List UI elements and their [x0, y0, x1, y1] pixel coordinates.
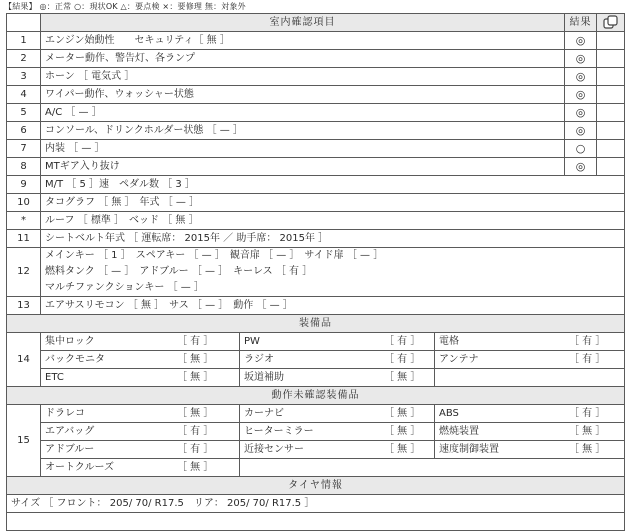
row-number: 2: [7, 50, 41, 68]
unverified-item: [435, 441, 625, 459]
empty-cell: [597, 140, 625, 158]
check-row-1: [7, 32, 625, 50]
unverified-row: [7, 423, 625, 441]
check-result: ◎: [565, 68, 597, 86]
unverified-value: ［ 無 ］: [569, 443, 606, 455]
unverified-row: [7, 441, 625, 459]
unverified-label: ABS: [439, 407, 459, 419]
equipment-item: [41, 351, 240, 369]
unverified-value: ［ 有 ］: [177, 425, 214, 437]
check-row-5: [7, 104, 625, 122]
key-info-line: マルチファンクションキー ［ — ］: [45, 282, 204, 293]
unverified-value: ［ 無 ］: [569, 425, 606, 437]
equipment-label: 電格: [439, 335, 459, 347]
row-number: 3: [7, 68, 41, 86]
info-text: ルーフ ［ 標準 ］ ベッド ［ 無 ］: [41, 212, 625, 230]
unverified-item: [240, 405, 435, 423]
equipment-label: 坂道補助: [244, 371, 284, 383]
equipment-label: バックモニタ: [45, 353, 105, 365]
equipment-value: ［ 有 ］: [177, 335, 214, 347]
equipment-row: [7, 369, 625, 387]
unverified-label: オートクルーズ: [45, 461, 114, 473]
equipment-value: ［ 無 ］: [177, 353, 214, 365]
copy-cell[interactable]: [597, 14, 625, 32]
result-legend: 【結果】 ◎：正常 ○：現状OK △：要点検 ×：要修理 無：対象外: [4, 2, 246, 11]
unverified-value: ［ 無 ］: [384, 425, 421, 437]
row-number: 11: [7, 230, 41, 248]
unverified-row: [7, 405, 625, 423]
empty-cell: [597, 68, 625, 86]
key-info-line: 燃料タンク ［ — ］ アドブルー ［ — ］ キーレス ［ 有 ］: [45, 266, 313, 277]
unverified-item: [240, 441, 435, 459]
equipment-row: [7, 333, 625, 351]
header-row: [7, 14, 625, 32]
check-result: ◎: [565, 86, 597, 104]
key-info-line: メインキー ［ 1 ］ スペアキー ［ — ］ 観音扉 ［ — ］ サイド扉 ［ — ］: [45, 250, 384, 261]
unverified-value: ［ 無 ］: [384, 443, 421, 455]
check-row-2: [7, 50, 625, 68]
row-number: 7: [7, 140, 41, 158]
check-label: コンソール、ドリンクホルダー状態 ［ — ］: [41, 122, 565, 140]
unverified-label: ヒーターミラー: [244, 425, 314, 437]
header-num-cell: [7, 14, 41, 32]
equipment-empty: [435, 369, 625, 387]
check-row-3: [7, 68, 625, 86]
info-row-10: [7, 194, 625, 212]
row-number: 5: [7, 104, 41, 122]
info-text: M/T ［ 5 ］速 ペダル数 ［ 3 ］: [41, 176, 625, 194]
check-result: ◎: [565, 158, 597, 176]
info-text: エアサスリモコン ［ 無 ］ サス ［ — ］ 動作 ［ — ］: [41, 297, 625, 315]
check-row-7: [7, 140, 625, 158]
info-row-13: [7, 297, 625, 315]
unverified-item: [435, 405, 625, 423]
equipment-item: [435, 351, 625, 369]
unverified-label: 近接センサー: [244, 443, 304, 455]
unverified-row: [7, 459, 625, 477]
check-result: ◎: [565, 104, 597, 122]
check-label: メーター動作、警告灯、各ランプ: [41, 50, 565, 68]
check-label: MTギア入り抜け: [41, 158, 565, 176]
row-number: 6: [7, 122, 41, 140]
equipment-item: [240, 369, 435, 387]
unverified-item: [41, 423, 240, 441]
empty-cell: [597, 50, 625, 68]
check-label: ホーン ［ 電気式 ］: [41, 68, 565, 86]
unverified-value: ［ 無 ］: [177, 461, 214, 473]
row-number: 14: [7, 333, 41, 387]
row-number: 8: [7, 158, 41, 176]
unverified-title: 動作未確認装備品: [7, 387, 625, 405]
empty-cell: [597, 86, 625, 104]
unverified-item: [240, 423, 435, 441]
check-result: ◎: [565, 50, 597, 68]
unverified-value: ［ 無 ］: [177, 407, 214, 419]
tire-size-row: [7, 495, 625, 513]
equipment-item: [41, 369, 240, 387]
row-number: *: [7, 212, 41, 230]
equipment-item: [240, 333, 435, 351]
empty-cell: [597, 104, 625, 122]
unverified-label: 速度制御装置: [439, 443, 499, 455]
equipment-section-header: [7, 315, 625, 333]
copy-icon[interactable]: [603, 15, 619, 29]
row-number: 15: [7, 405, 41, 477]
tire-size: サイズ ［ フロント： 205/ 70/ R17.5 リア： 205/ 70/ R17.5 ］: [7, 495, 625, 513]
check-label: エンジン始動性 セキュリティ［ 無 ］: [41, 32, 565, 50]
equipment-value: ［ 有 ］: [384, 335, 421, 347]
equipment-value: ［ 無 ］: [177, 371, 214, 383]
unverified-value: ［ 有 ］: [569, 407, 606, 419]
equipment-label: PW: [244, 335, 260, 347]
tire-section-header: [7, 477, 625, 495]
info-row-11: [7, 230, 625, 248]
check-result: ◎: [565, 32, 597, 50]
equipment-title: 装備品: [7, 315, 625, 333]
check-label: ワイパー動作、ウォッシャー状態: [41, 86, 565, 104]
equipment-label: ラジオ: [244, 353, 274, 365]
info-text: タコグラフ ［ 無 ］ 年式 ［ — ］: [41, 194, 625, 212]
interior-check-title: 室内確認項目: [41, 14, 565, 32]
unverified-section-header: [7, 387, 625, 405]
unverified-value: ［ 無 ］: [384, 407, 421, 419]
row-number: 12: [7, 248, 41, 297]
check-row-4: [7, 86, 625, 104]
equipment-label: 集中ロック: [45, 335, 95, 347]
check-label: A/C ［ — ］: [41, 104, 565, 122]
unverified-empty: [240, 459, 625, 477]
info-row-roof: [7, 212, 625, 230]
equipment-row: [7, 351, 625, 369]
equipment-label: アンテナ: [439, 353, 479, 365]
inspection-sheet: [6, 13, 625, 531]
tire-extra-row: [7, 513, 625, 531]
info-row-12: [7, 248, 625, 297]
info-text: シートベルト年式 ［ 運転席： 2015年 ／ 助手席： 2015年 ］: [41, 230, 625, 248]
row-number: 10: [7, 194, 41, 212]
equipment-value: ［ 無 ］: [384, 371, 421, 383]
unverified-label: ドラレコ: [45, 407, 85, 419]
check-result: ◎: [565, 122, 597, 140]
equipment-value: ［ 有 ］: [569, 353, 606, 365]
empty-cell: [597, 158, 625, 176]
equipment-value: ［ 有 ］: [384, 353, 421, 365]
check-row-8: [7, 158, 625, 176]
row-number: 9: [7, 176, 41, 194]
check-label: 内装 ［ — ］: [41, 140, 565, 158]
row-number: 13: [7, 297, 41, 315]
result-column-title: 結果: [565, 14, 597, 32]
unverified-label: アドブルー: [45, 443, 95, 455]
check-result: ○: [565, 140, 597, 158]
row-number: 1: [7, 32, 41, 50]
unverified-label: カーナビ: [244, 407, 284, 419]
equipment-label: ETC: [45, 371, 64, 383]
empty-cell: [597, 122, 625, 140]
unverified-item: [435, 423, 625, 441]
equipment-item: [240, 351, 435, 369]
unverified-label: 燃焼装置: [439, 425, 479, 437]
equipment-item: [435, 333, 625, 351]
info-row-9: [7, 176, 625, 194]
tire-title: タイヤ情報: [7, 477, 625, 495]
check-row-6: [7, 122, 625, 140]
tire-extra-cell: [7, 513, 625, 531]
key-info-cell: [41, 248, 625, 297]
unverified-item: [41, 405, 240, 423]
equipment-item: [41, 333, 240, 351]
empty-cell: [597, 32, 625, 50]
unverified-item: [41, 459, 240, 477]
row-number: 4: [7, 86, 41, 104]
equipment-value: ［ 有 ］: [569, 335, 606, 347]
unverified-item: [41, 441, 240, 459]
unverified-value: ［ 有 ］: [177, 443, 214, 455]
unverified-label: エアバッグ: [45, 425, 95, 437]
